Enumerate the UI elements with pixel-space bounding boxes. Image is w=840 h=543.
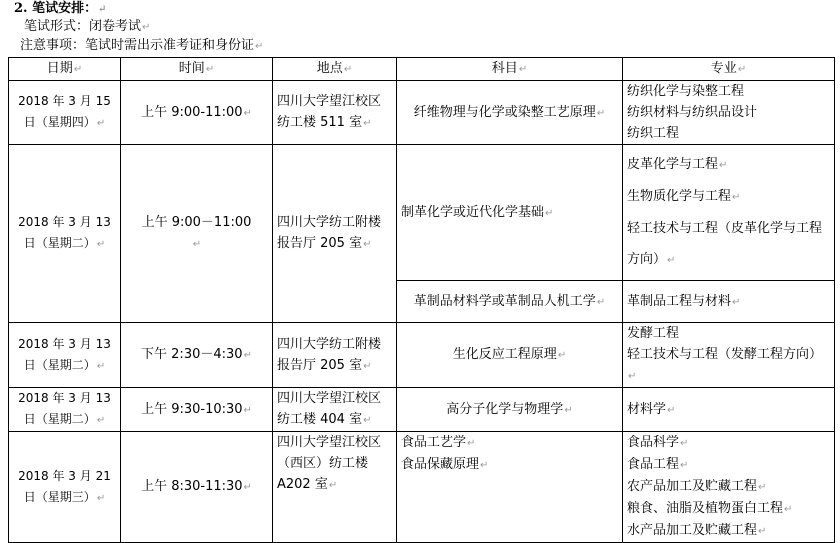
time-cell: 下午 2:30－4:30↵ <box>121 323 273 388</box>
major-cell <box>623 145 835 281</box>
subject-cell: 纤维物理与化学或染整工艺原理↵ <box>397 81 623 145</box>
location-cell: 四川大学望江校区纺工楼 511 室↵ <box>273 81 397 145</box>
table-row <box>9 432 835 543</box>
major-cell <box>623 81 835 145</box>
subject-cell <box>397 432 623 543</box>
table-row <box>9 388 835 432</box>
subject-item: 食品保藏原理↵ <box>401 457 489 472</box>
date-cell: 2018 年 3 月 13 日（星期二）↵ <box>9 145 121 323</box>
subject-cell: 高分子化学与物理学↵ <box>397 388 623 432</box>
major-item: 生物质化学与工程↵ <box>627 189 741 204</box>
col-header-date: 日期↵ <box>9 58 121 81</box>
major-item: 食品科学↵ <box>627 435 689 450</box>
time-cell: 上午 9:00-11:00↵ <box>121 81 273 145</box>
section-heading: 2. 笔试安排：↵ <box>14 1 107 16</box>
major-item: 农产品加工及贮藏工程↵ <box>627 479 767 494</box>
major-item: 轻工技术与工程（皮革化学与工程方向）↵ <box>627 221 823 267</box>
location-cell: 四川大学望江校区（西区）纺工楼 A202 室↵ <box>273 432 397 543</box>
major-cell <box>623 323 835 388</box>
table-row <box>9 81 835 145</box>
location-cell: 四川大学纺工附楼报告厅 205 室↵ <box>273 145 397 323</box>
major-item: 轻工技术与工程（发酵工程方向）↵ <box>627 347 823 382</box>
exam-form-line: 笔试形式：闭卷考试↵ <box>24 19 151 34</box>
subject-cell: 生化反应工程原理↵ <box>397 323 623 388</box>
location-cell: 四川大学望江校区纺工楼 404 室↵ <box>273 388 397 432</box>
major-item: 粮食、油脂及植物蛋白工程↵ <box>627 501 793 516</box>
time-cell: 上午 9:00－11:00 ↵ <box>121 145 273 323</box>
col-header-subject: 科目↵ <box>397 58 623 81</box>
major-cell: 材料学↵ <box>623 388 835 432</box>
table-row <box>9 323 835 388</box>
header-row <box>9 58 835 81</box>
date-cell: 2018 年 3 月 21 日（星期三）↵ <box>9 432 121 543</box>
major-item: 水产品加工及贮藏工程↵ <box>627 523 767 538</box>
time-cell: 上午 8:30-11:30↵ <box>121 432 273 543</box>
col-header-major: 专业↵ <box>623 58 835 81</box>
date-cell: 2018 年 3 月 15 日（星期四）↵ <box>9 81 121 145</box>
time-cell: 上午 9:30-10:30↵ <box>121 388 273 432</box>
date-cell: 2018 年 3 月 13 日（星期二）↵ <box>9 388 121 432</box>
major-cell <box>623 432 835 543</box>
major-item: 纺织材料与纺织品设计 <box>627 105 758 120</box>
table-row <box>9 145 835 281</box>
major-item: 纺织工程 <box>627 126 680 141</box>
col-header-location: 地点↵ <box>273 58 397 81</box>
major-item: 发酵工程 <box>627 326 680 341</box>
subject-cell: 革制品材料学或革制品人机工学↵ <box>397 281 623 323</box>
date-cell: 2018 年 3 月 13 日（星期二）↵ <box>9 323 121 388</box>
subject-cell: 制革化学或近代化学基础↵ <box>397 145 623 281</box>
subject-item: 食品工艺学↵ <box>401 435 476 450</box>
major-cell: 革制品工程与材料↵ <box>623 281 835 323</box>
major-item: 食品工程↵ <box>627 457 689 472</box>
location-cell: 四川大学纺工附楼报告厅 205 室↵ <box>273 323 397 388</box>
major-item: 纺织化学与染整工程 <box>627 84 745 99</box>
major-item: 皮革化学与工程↵ <box>627 157 728 172</box>
col-header-time: 时间↵ <box>121 58 273 81</box>
exam-schedule-table <box>8 57 835 543</box>
exam-notes-line: 注意事项：笔试时需出示准考证和身份证↵ <box>20 38 264 53</box>
